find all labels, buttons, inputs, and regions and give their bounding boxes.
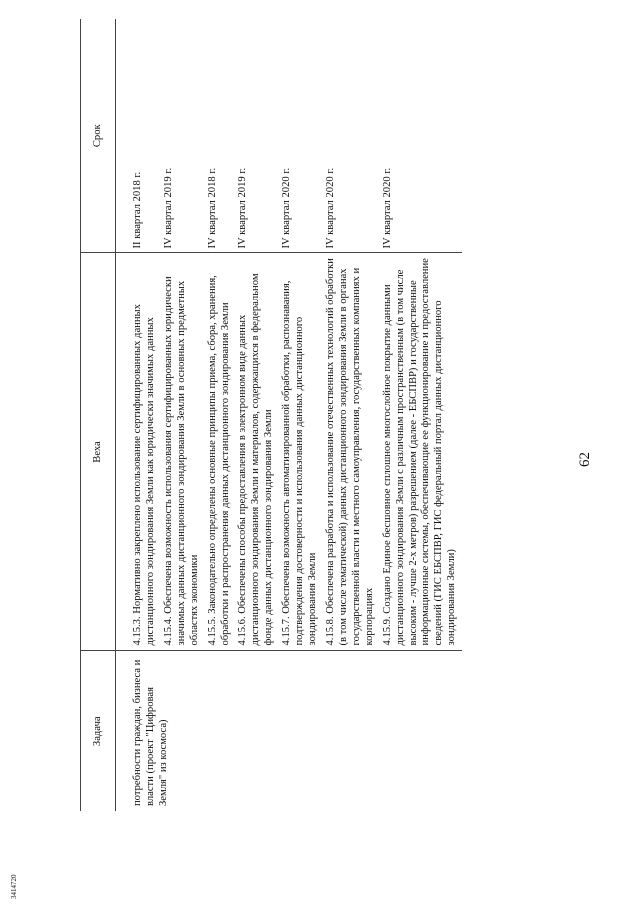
term-cell: IV квартал 2020 г. — [323, 19, 380, 253]
milestone-cell: 4.15.5. Законодательно определены основные принципы приема, сбора, хранения, обработки и распространения данных дистанционного зондирования Земли — [205, 253, 236, 651]
milestone-cell: 4.15.4. Обеспечена возможность использования сертифицированных юридически значимых данных дистанционного зондирования Земли в основных предметных областях экономики — [161, 253, 205, 651]
page-number: 62 — [577, 452, 593, 467]
column-header-milestone: Веха — [81, 253, 116, 651]
term-cell: IV квартал 2020 г. — [380, 19, 463, 253]
milestones-table — [80, 19, 462, 811]
column-header-task: Задача — [81, 651, 116, 811]
term-cell: IV квартал 2018 г. — [205, 19, 236, 253]
table-row — [116, 19, 161, 811]
milestone-cell: 4.15.9. Создано Единое бесшовное сплошное многослойное покрытие данными дистанционного зондирования Земли с различным пространственным (в том числе высоким - лучше 2-х метров) разрешением (далее - ЕБСПВР) и государственные информационные системы, обеспечивающие ее функционирование и предоставление сведений (ГИС ЕБСПВР, ГИС федеральный портал данных дистанционного зондирования Земли) — [380, 253, 463, 651]
document-code: 3414720 — [10, 874, 18, 899]
milestone-cell: 4.15.6. Обеспечены способы предоставления в электронном виде данных дистанционного зондирования Земли и материалов, содержащихся в федеральном фонде данных дистанционного зондирования Земли — [235, 253, 279, 651]
column-header-term: Срок — [81, 19, 116, 253]
term-cell: IV квартал 2019 г. — [161, 19, 205, 253]
term-cell: IV квартал 2019 г. — [235, 19, 279, 253]
milestone-cell: 4.15.7. Обеспечена возможность автоматизированной обработки, распознавания, подтверждения достоверности и использования данных дистанционного зондирования Земли — [279, 253, 323, 651]
table-header-row — [81, 19, 116, 811]
term-cell: IV квартал 2020 г. — [279, 19, 323, 253]
term-cell: II квартал 2018 г. — [116, 19, 161, 253]
task-cell: потребности граждан, бизнеса и власти (проект "Цифровая Земля" из космоса) — [132, 659, 169, 806]
milestone-cell: 4.15.3. Нормативно закреплено использование сертифицированных данных дистанционного зондирования Земли как юридически значимых данных — [116, 253, 161, 651]
milestone-cell: 4.15.8. Обеспечена разработка и использование отечественных технологий обработки (в том числе тематической) данных дистанционного зондирования Земли в органах государственной власти и местного самоуправления, государственных компаниях и корпорациях — [323, 253, 380, 651]
